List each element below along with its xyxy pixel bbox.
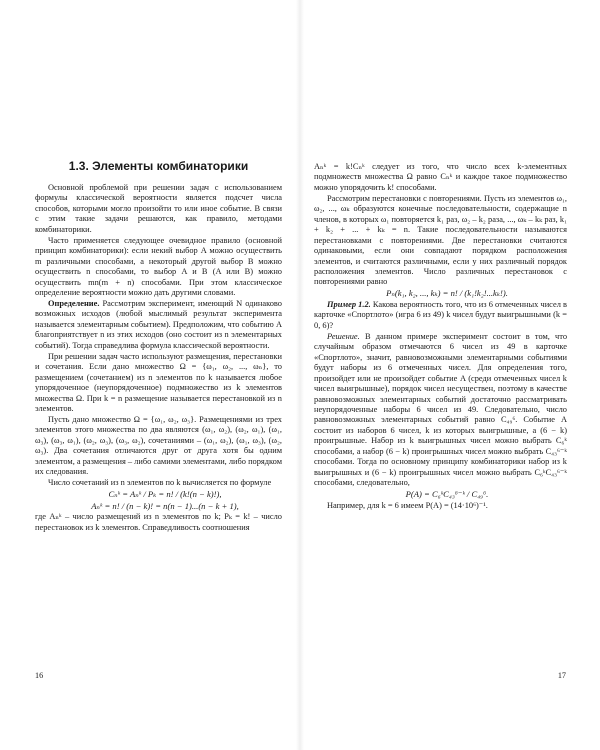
paragraph: Основной проблемой при решении задач с использованием формулы классической вероятности является подсчет числа способов, которыми могло произойти то или иное событие. В связи с этим такие задачи решаются, как правило, методами комбинаторики.	[35, 183, 282, 234]
paragraph: Aₙᵏ = k!Cₙᵏ следует из того, что число всех k-элементных подмножеств множества Ω равно Cₙᵏ и каждое такое подмножество можно упорядочить k! способами.	[314, 162, 567, 192]
paragraph: Часто применяется следующее очевидное правило (основной принцип комбинаторики): если некий выбор A можно осуществить m различными способами, а некоторый другой выбор B можно осуществить n способами, то выбор A и B (A или B) можно осуществить mn(m + n) способами. При этом классическое определение вероятности можно дать другими словами.	[35, 235, 282, 298]
paragraph: При решении задач часто используют размещения, перестановки и сочетания. Если дано множество Ω = {ω₁, ω₂, ..., ωₙ}, то размещением (сочетанием) из n элементов по k называется любое упорядоченное (неупорядоченное) подмножество из k элементов множества Ω. При k = n размещение называется перестановкой из n элементов.	[35, 351, 282, 414]
paragraph: Рассмотрим перестановки с повторениями. Пусть из элементов ω₁, ω₂, ..., ωₖ образуются конечные последовательности, содержащие n членов, в которых ω₁ повторяется k₁ раз, ω₂ – k₂ раза, ..., ωₖ – kₖ раз, k₁ + k₂ + ... + kₖ = n. Такие последовательности называются перестановками с повторениями. Две перестановки считаются одинаковыми, если они совпадают порядком расположения элементов, и считаются различными, если у них различный порядок расположения элементов. Число различных перестановок с повторениями равно	[314, 193, 567, 287]
page-number: 16	[35, 671, 44, 680]
paragraph: Пусть дано множество Ω = {ω₁, ω₂, ω₃}. Размещениями из трех элементов этого множества по два являются (ω₁, ω₂), (ω₂, ω₁), (ω₁, ω₃), (ω₃, ω₁), (ω₂, ω₃), (ω₃, ω₂), сочетаниями – (ω₁, ω₂), (ω₁, ω₃), (ω₂, ω₃). Два сочетания отличаются друг от друга хотя бы одним элементом, а размещения – либо самими элементами, либо порядком их следования.	[35, 414, 283, 477]
left-text-column	[35, 160, 282, 533]
paragraph-text: Рассмотрим эксперимент, имеющий N одинаково возможных исходов (любой мыслимый результат эксперимента называется элементарным событием). Предположим, что событию A благоприятствует n из этих исходов (оно состоит из n элементарных событий). Тогда справедлива формула классической вероятности.	[35, 298, 282, 350]
paragraph-example	[314, 300, 567, 331]
paragraph-definition	[35, 299, 282, 351]
page-number: 17	[557, 671, 566, 680]
example-label: Пример 1.2.	[327, 299, 371, 309]
paragraph-solution	[314, 332, 567, 489]
right-text-column	[314, 162, 567, 511]
paragraph-text: В данном примере эксперимент состоит в том, что случайным образом отмечаются 6 чисел из 49 в карточке «Спортлото», значит, равновозможными элементарными событиями будут наборы из 6 отмеченных чисел. Для определения того, произойдет или не произойдет событие A (среди отмеченных чисел k чисел выигрышные), порядок чисел несуществен, поэтому в качестве равновозможных элементарных событий достаточно рассматривать неупорядоченные наборы 6 чисел из 49. Следовательно, число равновозможных элементарных событий равно C₄₉⁶. Событие A состоит из наборов 6 чисел, k из которых выигрышные, а (6 − k) проигрышные. Набор из k выигрышных чисел можно выбрать C₆ᵏ способами, а набор (6 − k) проигрышных чисел можно выбрать C₄₃⁶⁻ᵏ способами. Тогда по основному принципу комбинаторики набор из k выигрышных и (6 − k) проигрышных чисел можно выбрать C₆ᵏC₄₃⁶⁻ᵏ способами, следовательно,	[314, 331, 568, 488]
solution-label: Решение.	[327, 331, 360, 341]
formula-combinations: Cₙᵏ = Aₙᵏ / Pₖ = n! / (k!(n − k)!),	[108, 489, 222, 500]
formula-permutations-repetition: Pₙ(k₁, k₂, ..., kₖ) = n! / (k₁!k₂!...kₖ!).	[386, 288, 508, 299]
paragraph: Число сочетаний из n элементов по k вычисляется по формуле	[48, 478, 272, 488]
formula-probability: P(A) = C₆ᵏC₄₃⁶⁻ᵏ / C₄₉⁶.	[405, 489, 489, 500]
paragraph-text: Какова вероятность того, что из 6 отмеченных чисел в карточке «Спортлото» (игра 6 из 49) k чисел будут выигрышными (k = 0, 6)?	[314, 299, 568, 330]
formula-arrangements: Aₙᵏ = n! / (n − k)! = n(n − 1)...(n − k + 1),	[91, 500, 239, 511]
paragraph: Например, для k = 6 имеем P(A) = (14·10⁶)⁻¹.	[327, 500, 488, 510]
right-page	[300, 0, 600, 750]
definition-label: Определение.	[48, 298, 100, 308]
paragraph: где Aₙᵏ – число размещений из n элементов по k; Pₖ = k! – число перестановок из k элементов. Справедливость соотношения	[35, 512, 282, 532]
section-title: 1.3. Элементы комбинаторики	[68, 159, 249, 173]
